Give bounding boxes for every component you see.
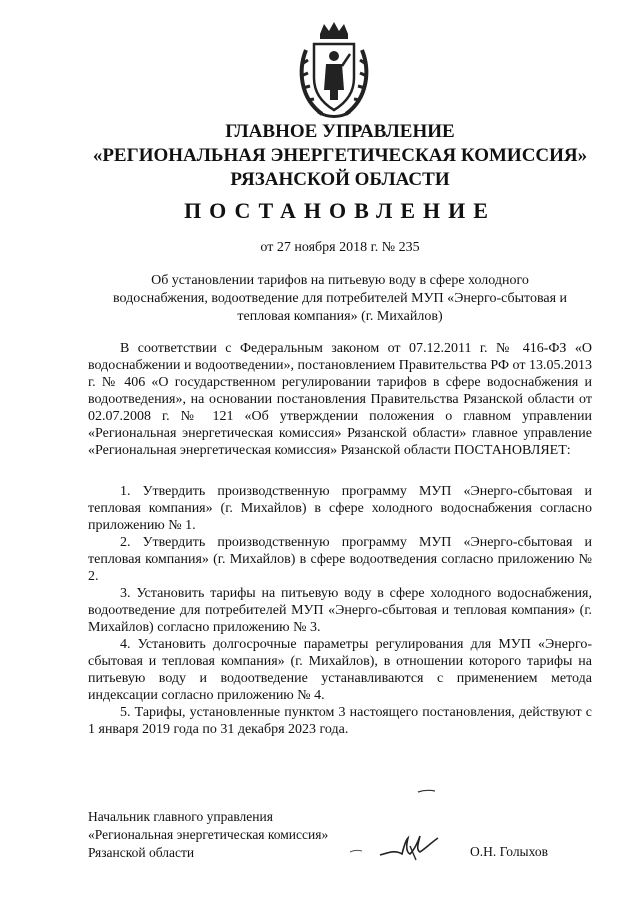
resolution-item: 4. Установить долгосрочные параметры регулирования для МУП «Энерго-сбытовая и тепловая компания» (г. Михайлов), в отношении которого тарифы на питьевую воду и водоотведение устанавливаются с применением метода индексации согласно приложению № 4. xyxy=(88,637,592,703)
document-date-number: от 27 ноября 2018 г. № 235 xyxy=(260,240,420,255)
coat-of-arms-icon xyxy=(292,20,376,120)
subject-line: Об установлении тарифов на питьевую воду в сфере холодного xyxy=(151,273,529,288)
resolution-item: 2. Утвердить производственную программу МУП «Энерго-сбытовая и тепловая компания» (г. Михайлов) в сфере водоотведения согласно приложению № 2. xyxy=(88,535,592,584)
subject-line: тепловая компания» (г. Михайлов) xyxy=(237,309,443,324)
resolution-item: 5. Тарифы, установленные пунктом 3 настоящего постановления, действуют с 1 января 2019 года по 31 декабря 2023 года. xyxy=(88,705,592,737)
document-type-title: ПОСТАНОВЛЕНИЕ xyxy=(184,198,496,223)
agency-line: «РЕГИОНАЛЬНАЯ ЭНЕРГЕТИЧЕСКАЯ КОМИССИЯ» xyxy=(92,145,588,166)
document-body xyxy=(88,340,592,738)
resolution-item: 1. Утвердить производственную программу МУП «Энерго-сбытовая и тепловая компания» (г. Михайлов) в сфере холодного водоснабжения согласно приложению № 1. xyxy=(88,484,592,533)
document-subject xyxy=(80,272,600,326)
agency-line: ГЛАВНОЕ УПРАВЛЕНИЕ xyxy=(225,121,455,142)
subject-line: водоснабжения, водоотведение для потребителей МУП «Энерго-сбытовая и xyxy=(112,291,568,306)
agency-line: РЯЗАНСКОЙ ОБЛАСТИ xyxy=(230,169,450,190)
agency-name xyxy=(40,120,640,192)
signatory-title-line: Рязанской области xyxy=(88,845,195,860)
signatory-name: О.Н. Голыхов xyxy=(470,844,548,859)
signatory-title-line: «Региональная энергетическая комиссия» xyxy=(88,827,329,842)
resolution-items xyxy=(88,483,592,738)
resolution-item: 3. Установить тарифы на питьевую воду в сфере холодного водоснабжения, водоотведение для потребителей МУП «Энерго-сбытовая и тепловая компания» (г. Михайлов) согласно приложению № 3. xyxy=(88,586,592,635)
preamble-paragraph: В соответствии с Федеральным законом от 07.12.2011 г. № 416-ФЗ «О водоснабжении и водоотведении», постановлением Правительства РФ от 13.05.2013 г. № 406 «О государственном регулировании тарифов в сфере водоснабжения и водоотведения», на основании постановления Правительства Рязанской области от 02.07.2008 г. № 121 «Об утверждении положения о главном управлении «Региональная энергетическая комиссия» Рязанской области» главное управление «Региональная энергетическая комиссия» Рязанской области ПОСТАНОВЛЯЕТ: xyxy=(88,341,592,458)
signatory-title-line: Начальник главного управления xyxy=(88,809,273,824)
